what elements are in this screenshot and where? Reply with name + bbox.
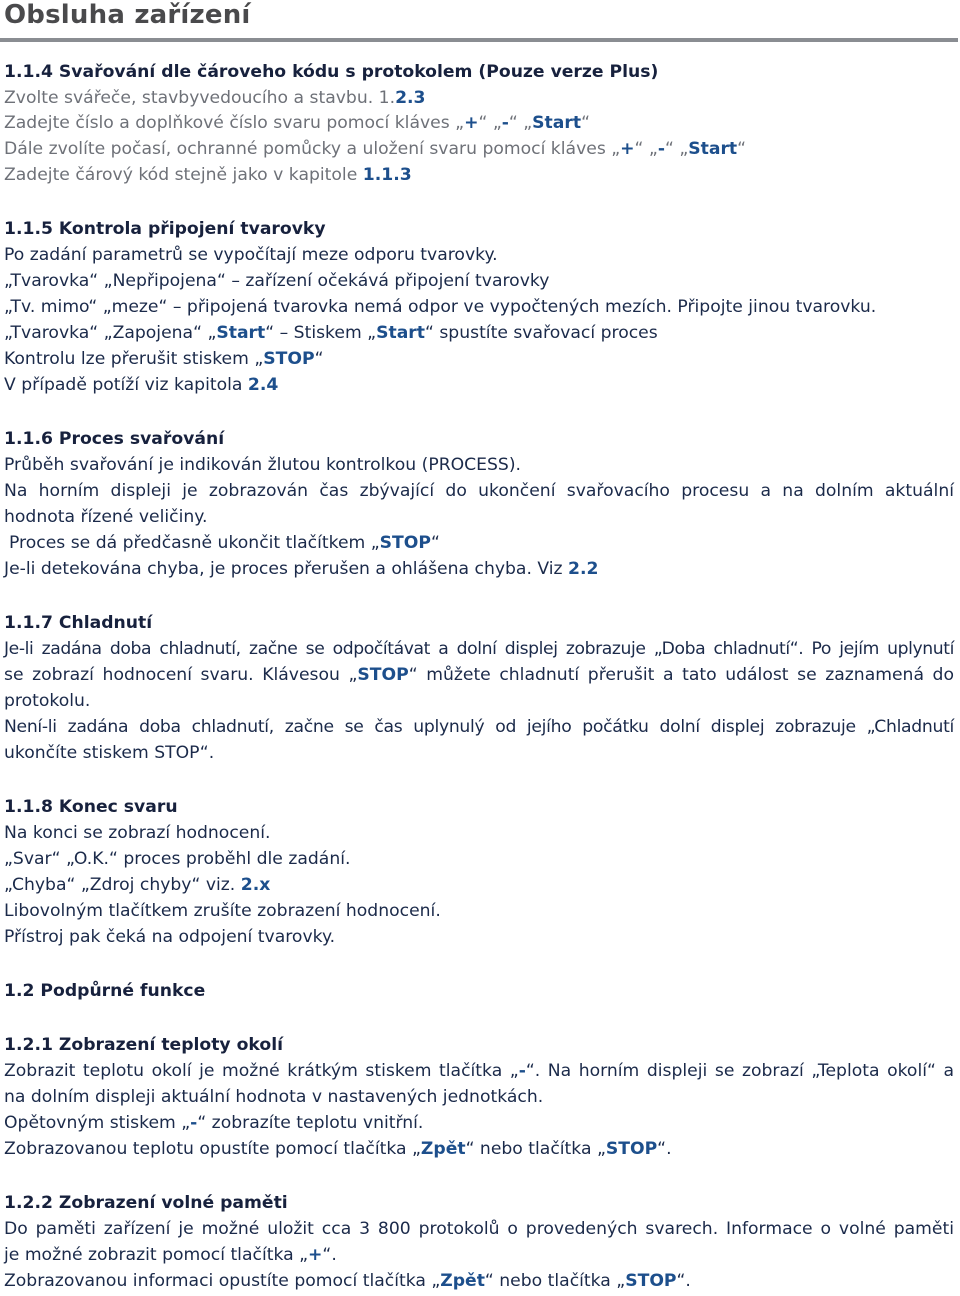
start-key: Start: [532, 113, 582, 133]
s117-line-5: ukončíte stiskem STOP“.: [4, 743, 215, 763]
s116-line-4: Proces se dá předčasně ukončit tlačítkem „STOP“: [9, 533, 440, 553]
s118-line-4: Libovolným tlačítkem zrušíte zobrazení hodnocení.: [4, 901, 441, 921]
title-divider: [0, 38, 958, 42]
section-1-1-8-heading: 1.1.8 Konec svaru: [4, 797, 178, 817]
zpet-key: Zpět: [420, 1139, 466, 1159]
plus-key: +: [620, 139, 635, 159]
s117-line-4: Není-li zadána doba chladnutí, začne se čas uplynulý od jejího počátku dolní displej zobrazuje „Chladnutí: [4, 717, 954, 737]
zpet-key: Zpět: [440, 1271, 485, 1291]
s118-line-5: Přístroj pak čeká na odpojení tvarovky.: [4, 927, 336, 947]
section-1-2-heading: 1.2 Podpůrné funkce: [4, 981, 206, 1001]
s117-line-2: se zobrazí hodnocení svaru. Klávesou „STOP“ můžete chladnutí přerušit a tato událost se zaznamená do: [4, 665, 954, 685]
s121-line-1: Zobrazit teplotu okolí je možné krátkým stiskem tlačítka „-“. Na horním displeji se zobrazí „Teplota okolí“ a: [4, 1061, 954, 1081]
stop-key: STOP: [605, 1139, 658, 1159]
section-1-2-2-heading: 1.2.2 Zobrazení volné paměti: [4, 1193, 288, 1213]
s115-line-3: „Tv. mimo“ „meze“ – připojená tvarovka nemá odpor ve vypočtených mezích. Připojte jinou tvarovku.: [4, 297, 877, 317]
s121-line-2: na dolním displeji aktuální hodnota v nastavených jednotkách.: [4, 1087, 544, 1107]
s117-line-3: protokolu.: [4, 691, 91, 711]
plus-key: +: [308, 1245, 323, 1265]
minus-key: -: [501, 113, 509, 133]
s121-line-4: Zobrazovanou teplotu opustíte pomocí tlačítka „Zpět“ nebo tlačítka „STOP“.: [4, 1139, 672, 1159]
s122-line-2: je možné zobrazit pomocí tlačítka „+“.: [4, 1245, 337, 1265]
stop-key: STOP: [625, 1271, 677, 1291]
s114-line-2: Zadejte číslo a doplňkové číslo svaru pomocí kláves „+“ „-“ „Start“: [4, 113, 590, 133]
section-1-2-1-heading: 1.2.1 Zobrazení teploty okolí: [4, 1035, 283, 1055]
section-1-1-5-heading: 1.1.5 Kontrola připojení tvarovky: [4, 219, 326, 239]
s115-line-4: „Tvarovka“ „Zapojena“ „Start“ – Stiskem „Start“ spustíte svařovací proces: [4, 323, 658, 343]
stop-key: STOP: [263, 349, 315, 369]
s114-line-4: Zadejte čárový kód stejně jako v kapitole 1.1.3: [4, 165, 412, 185]
s116-line-5: Je-li detekována chyba, je proces přerušen a ohlášena chyba. Viz 2.2: [4, 559, 599, 579]
minus-key: -: [518, 1061, 526, 1081]
start-key: Start: [376, 323, 425, 343]
s114-line-1: Zvolte svářeče, stavbyvedoucího a stavbu. 1.2.3: [4, 88, 426, 108]
s118-line-1: Na konci se zobrazí hodnocení.: [4, 823, 271, 843]
s115-line-1: Po zadání parametrů se vypočítají meze odporu tvarovky.: [4, 245, 498, 265]
s122-line-3: Zobrazovanou informaci opustíte pomocí tlačítka „Zpět“ nebo tlačítka „STOP“.: [4, 1271, 691, 1291]
s121-line-3: Opětovným stiskem „-“ zobrazíte teplotu vnitřní.: [4, 1113, 424, 1133]
s118-line-3: „Chyba“ „Zdroj chyby“ viz. 2.x: [4, 875, 271, 895]
s122-line-1: Do paměti zařízení je možné uložit cca 3 800 protokolů o provedených svarech. Informace o volné paměti: [4, 1219, 954, 1239]
section-1-1-7-heading: 1.1.7 Chladnutí: [4, 613, 153, 633]
section-1-1-4-heading: 1.1.4 Svařování dle čároveho kódu s protokolem (Pouze verze Plus): [4, 62, 659, 82]
start-key: Start: [688, 139, 738, 159]
page-title: Obsluha zařízení: [4, 0, 251, 30]
minus-key: -: [190, 1113, 198, 1133]
s117-line-1: Je-li zadána doba chladnutí, začne se odpočítávat a dolní displej zobrazuje „Doba chladnutí“. Po jejím uplynutí: [4, 639, 954, 659]
s116-line-2: Na horním displeji je zobrazován čas zbývající do ukončení svařovacího procesu a na dolním aktuální: [4, 481, 954, 501]
s118-line-2: „Svar“ „O.K.“ proces proběhl dle zadání.: [4, 849, 351, 869]
s115-line-2: „Tvarovka“ „Nepřipojena“ – zařízení očekává připojení tvarovky: [4, 271, 550, 291]
s115-line-6: V případě potíží viz kapitola 2.4: [4, 375, 279, 395]
s116-line-1: Průběh svařování je indikován žlutou kontrolkou (PROCESS).: [4, 455, 522, 475]
s116-line-3: hodnota řízené veličiny.: [4, 507, 208, 527]
section-1-1-6-heading: 1.1.6 Proces svařování: [4, 429, 225, 449]
stop-key: STOP: [379, 533, 431, 553]
s115-line-5: Kontrolu lze přerušit stiskem „STOP“: [4, 349, 324, 369]
s114-line-3: Dále zvolíte počasí, ochranné pomůcky a uložení svaru pomocí kláves „+“ „-“ „Start“: [4, 139, 747, 159]
minus-key: -: [657, 139, 665, 159]
stop-key: STOP: [357, 665, 409, 685]
start-key: Start: [216, 323, 266, 343]
plus-key: +: [464, 113, 479, 133]
